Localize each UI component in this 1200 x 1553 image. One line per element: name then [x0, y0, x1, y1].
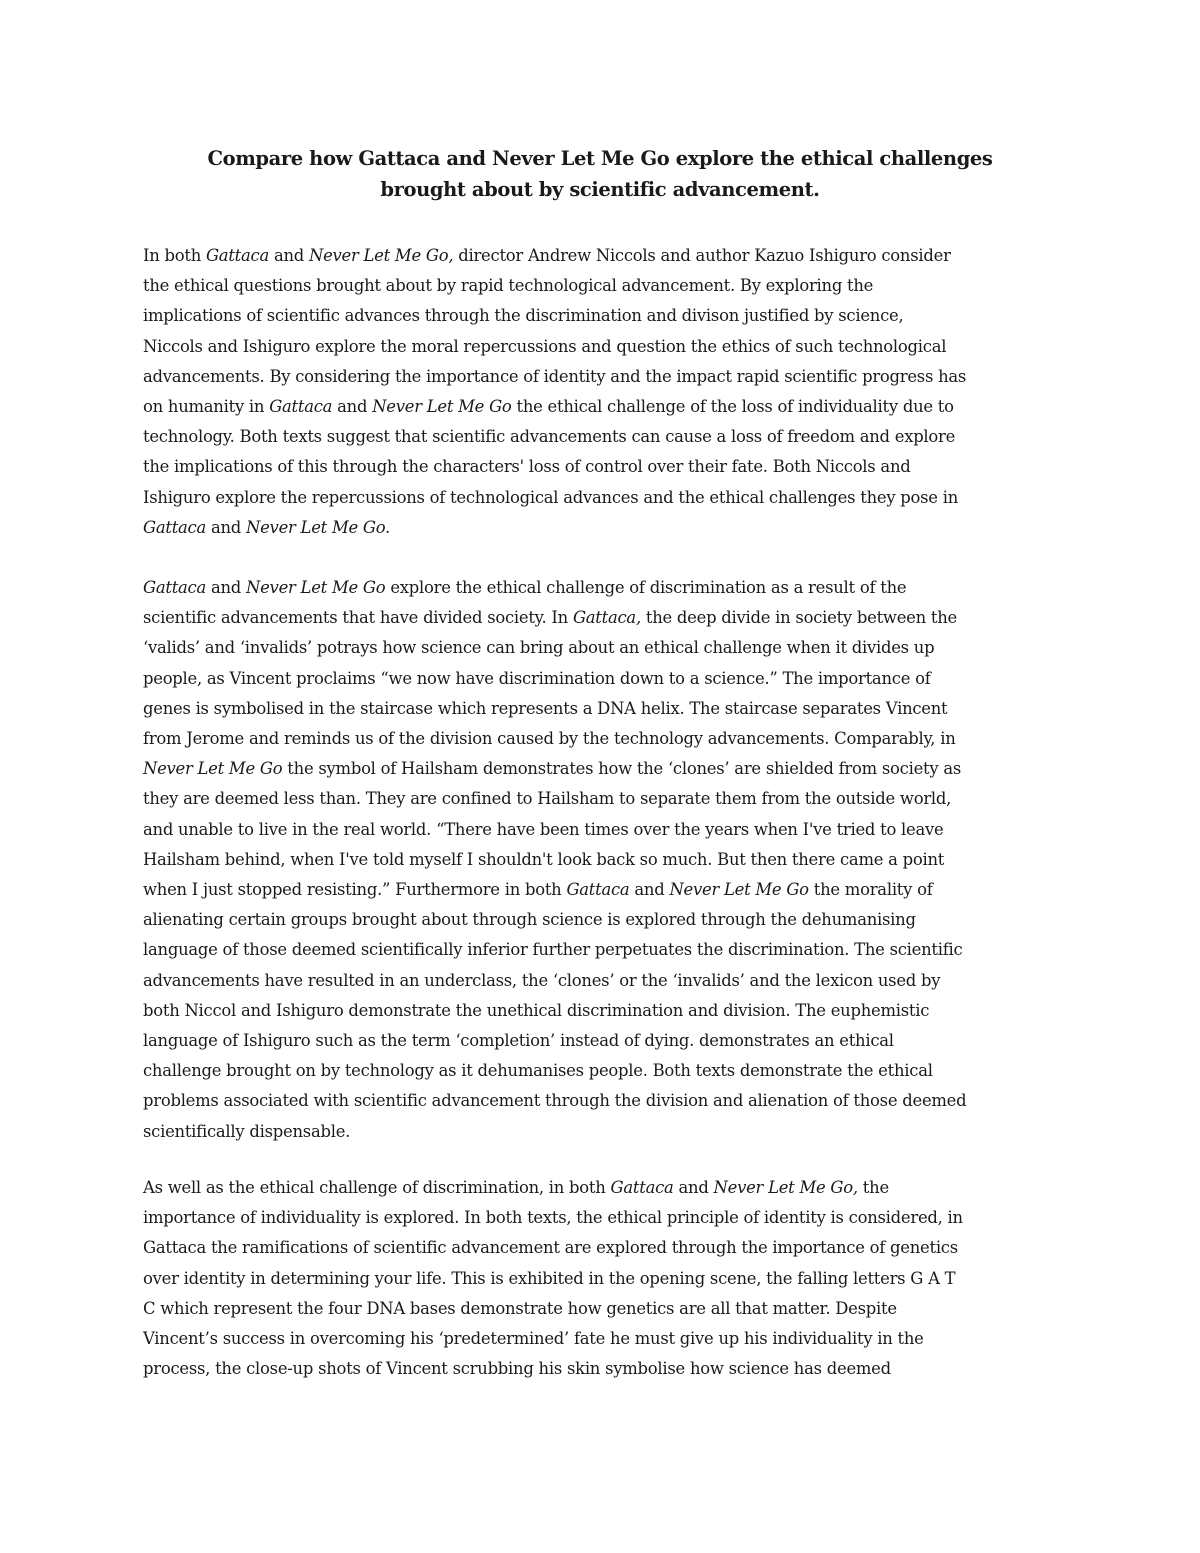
text-line: [143, 1233, 1083, 1263]
text-segment: advancements have resulted in an underclass, the ‘clones’ or the ‘invalids’ and the lexicon used by: [143, 970, 941, 990]
italic-title-reference: Never Let Me Go: [143, 759, 283, 779]
text-segment: genes is symbolised in the staircase which represents a DNA helix. The staircase separates Vincent: [143, 698, 948, 718]
text-segment: alienating certain groups brought about through science is explored through the dehumanising: [143, 910, 916, 930]
text-line: [143, 664, 1083, 694]
text-segment: process, the close-up shots of Vincent scrubbing his skin symbolise how science has deemed: [143, 1359, 891, 1379]
title-line: brought about by scientific advancement.: [380, 178, 820, 201]
text-line: [143, 875, 1083, 905]
text-line: [143, 241, 1083, 271]
text-segment: and: [206, 517, 247, 537]
text-segment: both Niccol and Ishiguro demonstrate the unethical discrimination and division. The euphemistic: [143, 1000, 930, 1020]
text-segment: the symbol of Hailsham demonstrates how the ‘clones’ are shielded from society as: [282, 759, 962, 779]
paragraph-introduction: [143, 241, 1083, 543]
italic-title-reference: Gattaca: [205, 246, 269, 265]
text-line: [143, 1354, 1083, 1384]
text-segment: the implications of this through the characters' loss of control over their fate. Both Niccols and: [143, 457, 911, 477]
text-segment: the deep divide in society between the: [640, 608, 957, 628]
text-line: [143, 392, 1083, 422]
text-line: [143, 1026, 1083, 1056]
text-segment: Gattaca the ramifications of scientific advancement are explored through the importance of genetics: [143, 1238, 958, 1258]
text-line: [143, 996, 1083, 1026]
italic-title-reference: Never Let Me Go: [246, 578, 386, 597]
text-segment: the: [857, 1178, 889, 1197]
text-line: [143, 483, 1083, 513]
text-segment: they are deemed less than. They are confined to Hailsham to separate them from the outside world,: [143, 789, 952, 809]
text-segment: Hailsham behind, when I've told myself I shouldn't look back so much. But then there came a point: [143, 849, 945, 869]
italic-title-reference: Gattaca: [143, 578, 207, 597]
text-segment: over identity in determining your life. This is exhibited in the opening scene, the falling letters G A T: [143, 1268, 956, 1288]
title-line: Compare how Gattaca and Never Let Me Go explore the ethical challenges: [207, 147, 993, 170]
text-segment: and: [673, 1178, 714, 1197]
text-line: [143, 905, 1083, 935]
text-line: [143, 603, 1083, 633]
text-line: [143, 513, 1083, 543]
italic-title-reference: Never Let Me Go,: [713, 1178, 858, 1197]
italic-title-reference: Never Let Me Go,: [308, 246, 454, 265]
text-segment: when I just stopped resisting.” Furthermore in both: [143, 880, 567, 900]
italic-title-reference: Gattaca,: [572, 608, 641, 628]
text-segment: Vincent’s success in overcoming his ‘predetermined’ fate he must give up his individuality in the: [143, 1329, 924, 1349]
essay-title: [120, 143, 1080, 205]
text-segment: director Andrew Niccols and author Kazuo Ishiguro consider: [453, 246, 951, 265]
text-segment: and: [268, 246, 309, 265]
text-segment: In both: [143, 246, 206, 265]
italic-title-reference: Never Let Me Go.: [246, 517, 391, 537]
text-line: [143, 1056, 1083, 1086]
text-segment: ‘valids’ and ‘invalids’ potrays how science can bring about an ethical challenge when it divides up: [143, 638, 935, 658]
text-segment: and: [332, 397, 373, 417]
text-line: [143, 1324, 1083, 1354]
text-line: [143, 1173, 1083, 1203]
text-segment: people, as Vincent proclaims “we now have discrimination down to a science.” The importance of: [143, 668, 931, 688]
text-segment: and: [629, 880, 670, 900]
text-line: [143, 815, 1083, 845]
text-line: [143, 271, 1083, 301]
text-segment: and: [206, 578, 247, 597]
text-line: [143, 845, 1083, 875]
text-segment: Niccols and Ishiguro explore the moral repercussions and question the ethics of such technological: [143, 336, 947, 356]
text-segment: importance of individuality is explored. In both texts, the ethical principle of identity is considered, in: [143, 1208, 963, 1228]
italic-title-reference: Never Let Me Go: [372, 397, 512, 417]
text-segment: on humanity in: [143, 397, 270, 417]
text-segment: explore the ethical challenge of discrimination as a result of the: [385, 578, 907, 597]
text-line: [143, 784, 1083, 814]
text-segment: the morality of: [808, 880, 933, 900]
text-segment: advancements. By considering the importance of identity and the impact rapid scientific progress has: [143, 366, 967, 386]
text-line: [143, 966, 1083, 996]
text-segment: the ethical challenge of the loss of individuality due to: [511, 397, 954, 417]
text-line: [143, 1264, 1083, 1294]
text-line: [143, 332, 1083, 362]
text-line: [143, 935, 1083, 965]
paragraph-individuality: [143, 1173, 1083, 1384]
text-segment: and unable to live in the real world. “There have been times over the years when I've tried to leave: [143, 819, 944, 839]
text-line: [143, 694, 1083, 724]
text-segment: the ethical questions brought about by rapid technological advancement. By exploring the: [143, 276, 874, 296]
italic-title-reference: Gattaca: [610, 1178, 674, 1197]
text-segment: C which represent the four DNA bases demonstrate how genetics are all that matter. Despite: [143, 1298, 897, 1318]
text-line: [143, 633, 1083, 663]
text-line: [143, 1117, 1083, 1147]
italic-title-reference: Never Let Me Go: [669, 880, 809, 900]
text-line: [143, 452, 1083, 482]
text-line: [143, 422, 1083, 452]
italic-title-reference: Gattaca: [566, 880, 630, 900]
text-segment: language of those deemed scientifically inferior further perpetuates the discrimination. The scientific: [143, 940, 963, 960]
text-segment: Ishiguro explore the repercussions of technological advances and the ethical challenges they pose in: [143, 487, 959, 507]
text-line: [143, 573, 1083, 603]
text-segment: implications of scientific advances through the discrimination and divison justified by science,: [143, 306, 904, 326]
text-line: [143, 362, 1083, 392]
text-line: [143, 1086, 1083, 1116]
italic-title-reference: Gattaca: [269, 397, 333, 417]
text-line: [143, 754, 1083, 784]
paragraph-discrimination: [143, 573, 1083, 1147]
text-segment: challenge brought on by technology as it dehumanises people. Both texts demonstrate the ethical: [143, 1061, 933, 1081]
text-line: [143, 1294, 1083, 1324]
italic-title-reference: Gattaca: [143, 517, 207, 537]
text-segment: scientific advancements that have divided society. In: [143, 608, 573, 628]
text-segment: problems associated with scientific advancement through the division and alienation of those deemed: [143, 1091, 967, 1111]
text-line: [143, 724, 1083, 754]
text-segment: from Jerome and reminds us of the division caused by the technology advancements. Comparably, in: [143, 729, 956, 749]
text-line: [143, 1203, 1083, 1233]
text-segment: As well as the ethical challenge of discrimination, in both: [143, 1178, 611, 1197]
text-segment: technology. Both texts suggest that scientific advancements can cause a loss of freedom and explore: [143, 427, 956, 447]
text-segment: scientifically dispensable.: [143, 1121, 351, 1141]
text-segment: language of Ishiguro such as the term ‘completion’ instead of dying. demonstrates an ethical: [143, 1031, 894, 1051]
text-line: [143, 301, 1083, 331]
